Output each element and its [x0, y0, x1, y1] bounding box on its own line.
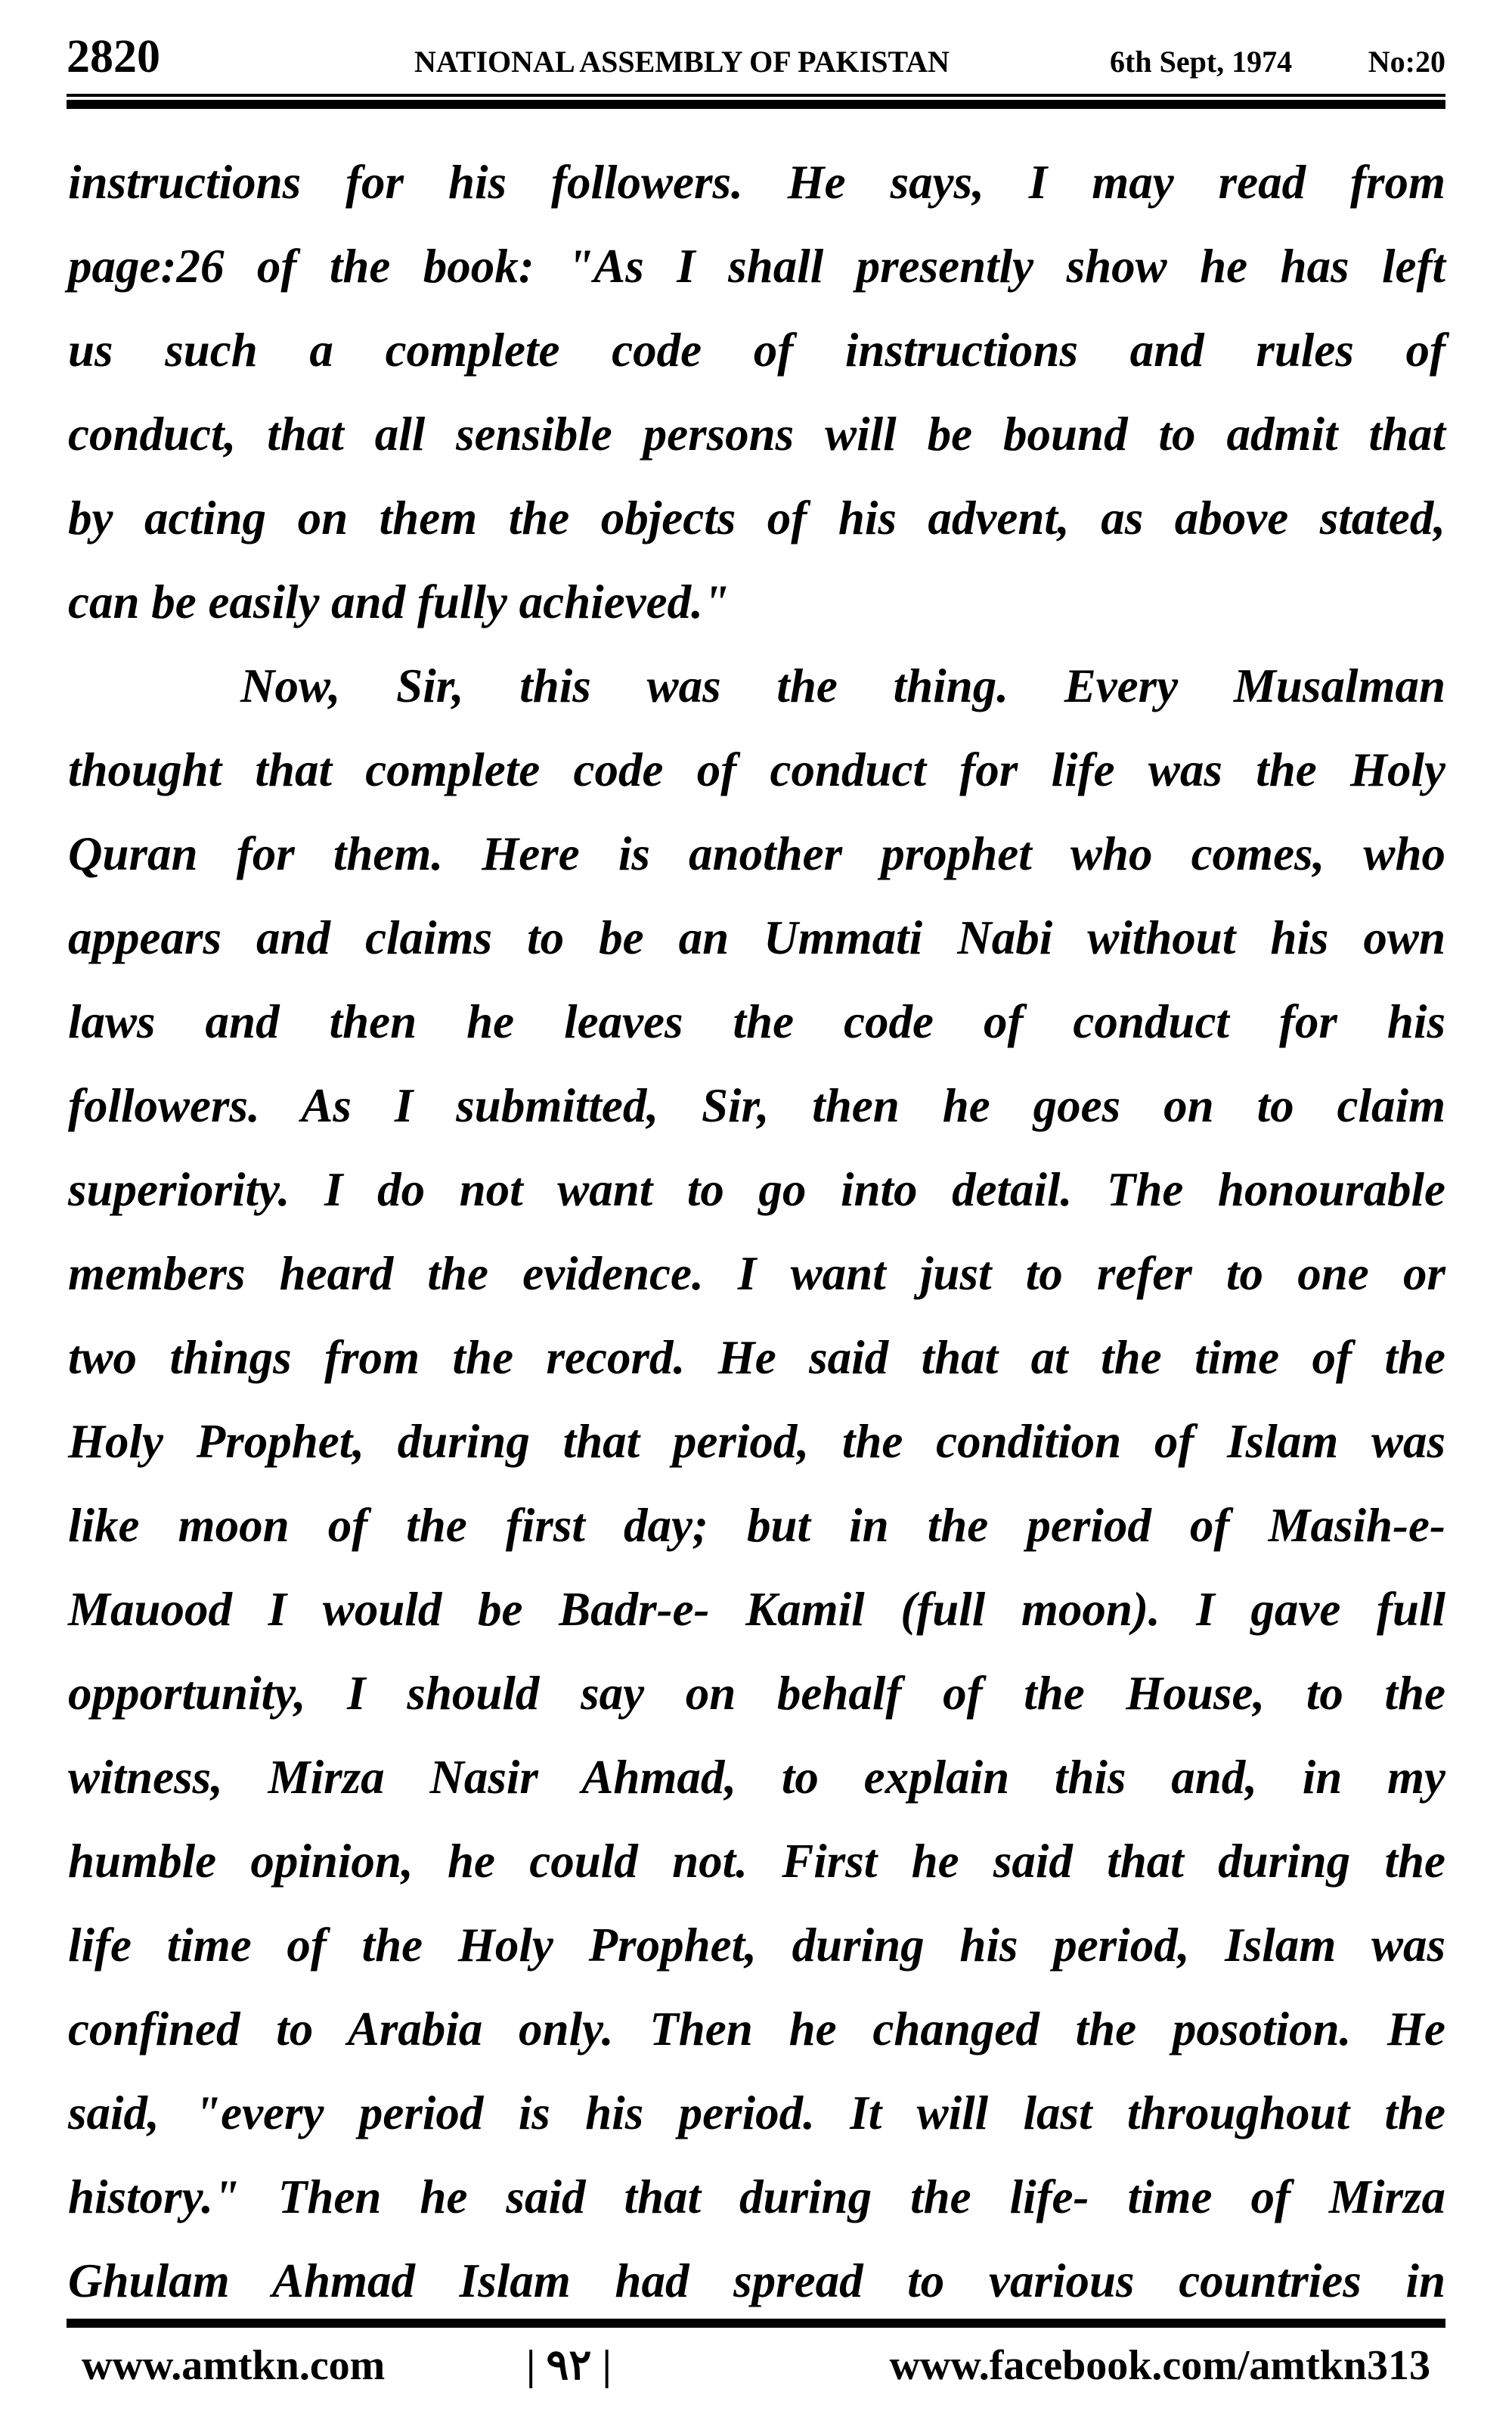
text-line: witness, Mirza Nasir Ahmad, to explain this and, in my: [68, 1751, 1445, 1804]
text-line: appears and claims to be an Ummati Nabi without his own: [68, 911, 1445, 964]
text-line: said, "every period is his period. It will last throughout the: [68, 2086, 1445, 2139]
body-text: [68, 141, 1445, 2323]
header-date: 6th Sept, 1974: [1110, 45, 1293, 79]
text-line: superiority. I do not want to go into detail. The honourable: [68, 1163, 1445, 1216]
text-line: members heard the evidence. I want just to refer to one or: [68, 1247, 1445, 1300]
website-link[interactable]: www.amtkn.com: [82, 2342, 386, 2389]
header-rule-thick: [67, 100, 1445, 109]
text-line: followers. As I submitted, Sir, then he goes on to claim: [68, 1079, 1445, 1132]
text-line: opportunity, I should say on behalf of the House, to the: [68, 1667, 1445, 1720]
text-line: Holy Prophet, during that period, the condition of Islam was: [68, 1415, 1445, 1468]
text-line: confined to Arabia only. Then he changed the posotion. He: [68, 2003, 1445, 2055]
text-line: laws and then he leaves the code of conduct for his: [68, 995, 1445, 1048]
text-line: like moon of the first day; but in the period of Masih-e-: [68, 1499, 1445, 1552]
page-number: 2820: [67, 31, 160, 82]
text-line: life time of the Holy Prophet, during his period, Islam was: [68, 1919, 1445, 1972]
header-issue-number: No:20: [1368, 45, 1445, 79]
text-line: history." Then he said that during the life- time of Mirza: [68, 2170, 1445, 2223]
text-line: two things from the record. He said that at the time of the: [68, 1331, 1445, 1384]
text-line: Now, Sir, this was the thing. Every Musalman: [240, 659, 1445, 712]
text-line: Ghulam Ahmad Islam had spread to various countries in: [68, 2254, 1445, 2307]
pdf-page-number: | ٩٢ |: [526, 2342, 612, 2389]
text-line: can be easily and fully achieved.": [68, 576, 730, 628]
text-line: humble opinion, he could not. First he said that during the: [68, 1835, 1445, 1888]
text-line: conduct, that all sensible persons will be bound to admit that: [68, 408, 1445, 461]
header-rule-thin: [67, 94, 1445, 97]
footer-rule: [67, 2319, 1445, 2328]
header-title: NATIONAL ASSEMBLY OF PAKISTAN: [414, 45, 950, 79]
text-line: instructions for his followers. He says, I may read from: [68, 156, 1445, 209]
facebook-link[interactable]: www.facebook.com/amtkn313: [889, 2342, 1430, 2389]
text-line: us such a complete code of instructions and rules of: [68, 324, 1445, 377]
page-footer: [67, 2335, 1445, 2396]
text-line: Mauood I would be Badr-e- Kamil (full moon). I gave full: [68, 1583, 1445, 1636]
text-line: Quran for them. Here is another prophet who comes, who: [68, 827, 1445, 880]
text-line: page:26 of the book: "As I shall presently show he has left: [68, 240, 1445, 293]
text-line: by acting on them the objects of his advent, as above stated,: [68, 492, 1445, 544]
page-header: [67, 30, 1445, 83]
text-line: thought that complete code of conduct for life was the Holy: [68, 743, 1445, 796]
